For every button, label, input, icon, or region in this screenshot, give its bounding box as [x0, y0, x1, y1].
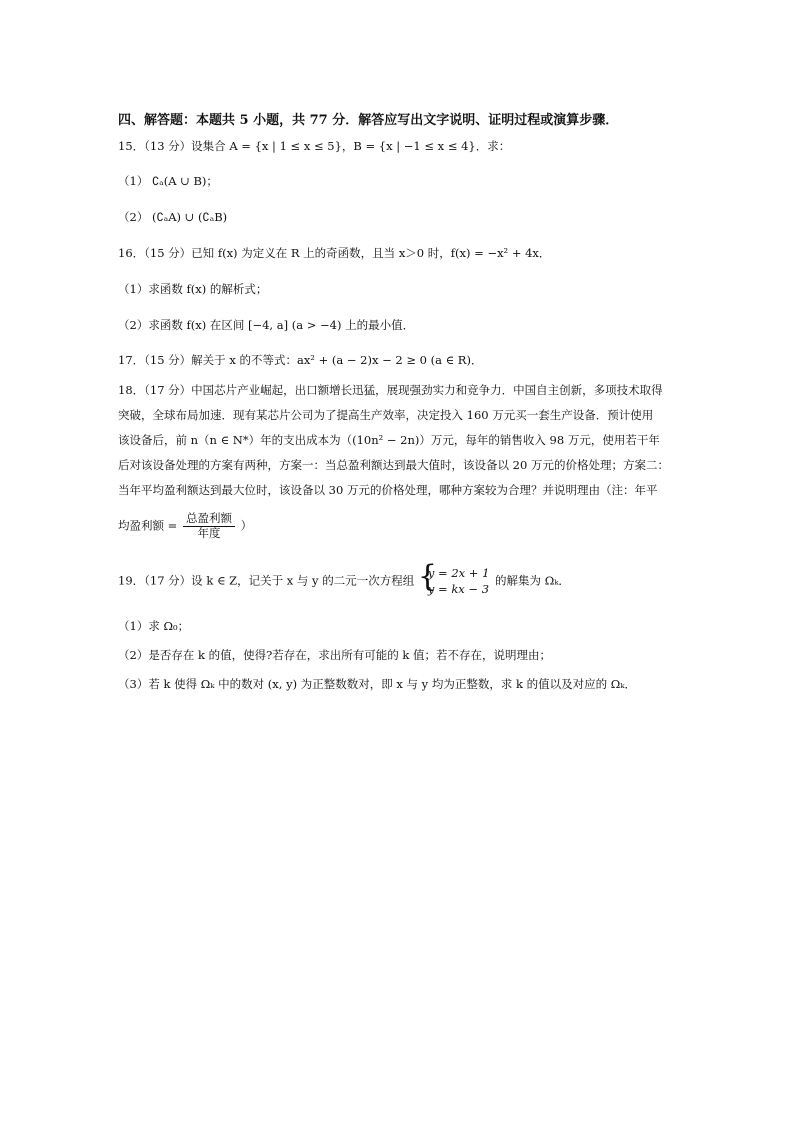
- left-brace: {: [417, 559, 437, 594]
- q16-part1: （1）求函数 f(x) 的解析式；: [118, 282, 268, 296]
- q19-part3: （3）若 k 使得 Ωₖ 中的数对 (x, y) 为正整数数对，即 x 与 y 均为正整数，求 k 的值以及对应的 Ωₖ．: [118, 677, 636, 691]
- q15-stem: 15．（13 分）设集合 A = {x | 1 ≤ x ≤ 5}，B = {x | −1 ≤ x ≤ 4}．求：: [118, 139, 511, 153]
- q18-line5: 当年平均盈利额达到最大位时，该设备以 30 万元的价格处理，哪种方案较为合理？并说明理由（注：年平: [118, 483, 658, 497]
- q19-part1: （1）求 Ω₀；: [118, 619, 190, 633]
- equation-1: y = 2x + 1: [427, 566, 490, 580]
- q19-stem-suffix: 的解集为 Ωₖ．: [495, 573, 570, 588]
- q18-line4: 后对该设备处理的方案有两种，方案一：当总盈利额达到最大值时，该设备以 20 万元的价格处理；方案二：: [118, 458, 669, 472]
- fraction-denominator: 年度: [197, 525, 221, 540]
- average-profit-fraction: [183, 512, 235, 541]
- q16-stem: 16．（15 分）已知 f(x) 为定义在 R 上的奇函数，且当 x＞0 时，f(x) = −x² + 4x．: [118, 246, 551, 260]
- q18-line6-suffix: ）: [240, 518, 253, 533]
- q19-stem-prefix: 19．（17 分）设 k ∈ Z，记关于 x 与 y 的二元一次方程组: [118, 573, 415, 588]
- q15-part1: （1） ∁ₐ(A ∪ B)；: [118, 174, 218, 188]
- q16-part2: （2）求函数 f(x) 在区间 [−4, a] (a > −4) 上的最小值．: [118, 318, 415, 332]
- q18-line1: 18．（17 分）中国芯片产业崛起，出口额增长迅猛，展现强劲实力和竞争力．中国自主创新，多项技术取得: [118, 383, 663, 397]
- q15-part2: （2） (∁ₐA) ∪ (∁ₐB): [118, 210, 228, 224]
- equation-2: y = kx − 3: [427, 581, 490, 596]
- q18-line6: [118, 512, 252, 541]
- q18-line6-prefix: 均盈利额 =: [118, 518, 178, 533]
- q19-part2: （2）是否存在 k 的值，使得?若存在，求出所有可能的 k 值；若不存在，说明理由；: [118, 648, 552, 662]
- equation-system: [417, 559, 490, 597]
- fraction-numerator: 总盈利额: [183, 512, 235, 527]
- q18-line2: 突破，全球布局加速．现有某芯片公司为了提高生产效率，决定投入 160 万元买一套生产设备．预计使用: [118, 408, 654, 422]
- q19-stem: [118, 559, 570, 597]
- q17-stem: 17．（15 分）解关于 x 的不等式：ax² + (a − 2)x − 2 ≥ 0 (a ∈ R)．: [118, 353, 483, 367]
- q18-line3: 该设备后，前 n（n ∈ N*）年的支出成本为（(10n² − 2n)）万元，每年的销售收入 98 万元，使用若干年: [118, 433, 660, 447]
- section-heading: 四、解答题：本题共 5 小题，共 77 分．解答应写出文字说明、证明过程或演算步骤．: [118, 113, 619, 128]
